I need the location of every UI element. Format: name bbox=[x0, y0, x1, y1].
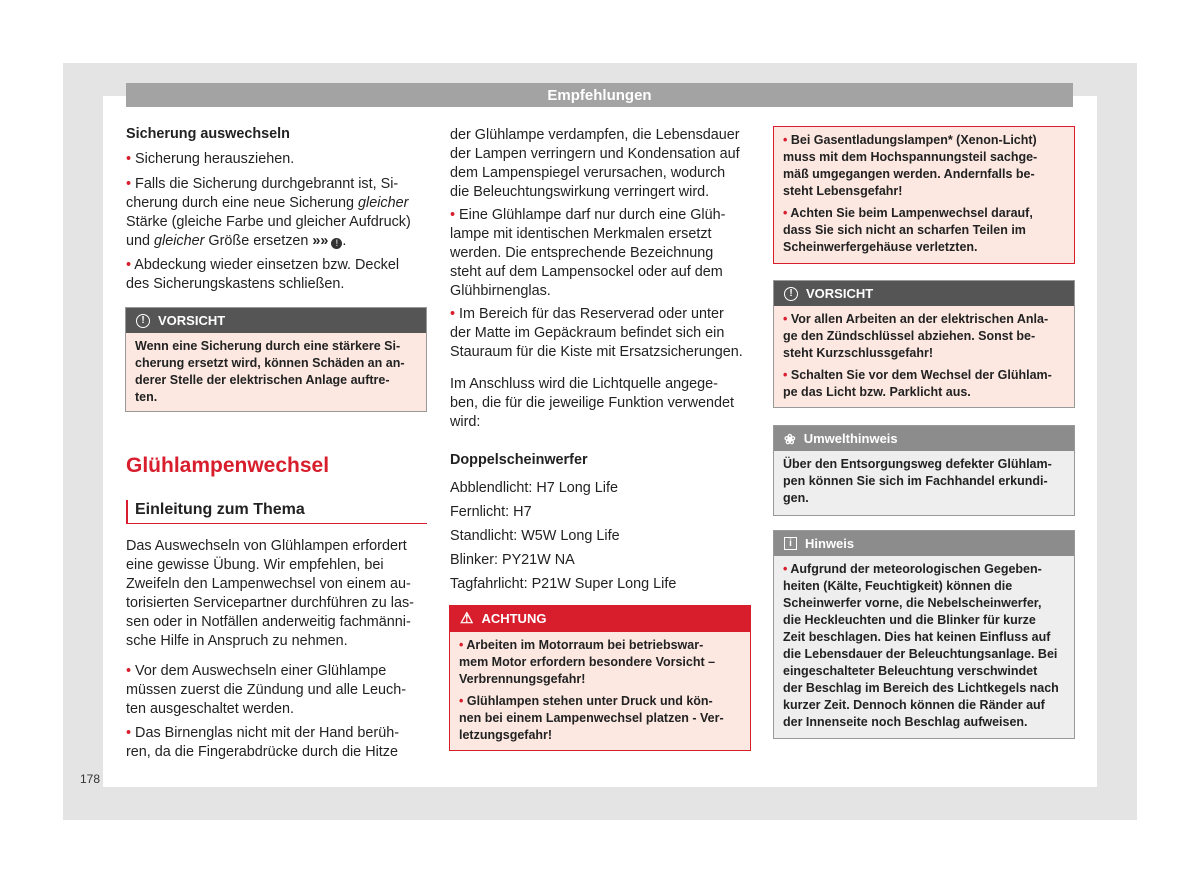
lamp-list bbox=[450, 476, 676, 596]
paragraph: der Glühlampe verdampfen, die Lebensdauer der Lampen verringern und Kondensation auf dem Lampenspiegel verursachen, wodurch die Beleuchtungswirkung verringert wird. bbox=[450, 127, 740, 200]
info-icon: i bbox=[784, 537, 797, 550]
warning-item: Glühlampen stehen unter Druck und kön- nen bei einem Lampenwechsel platzen - Ver- letzungsgefahr! bbox=[459, 694, 724, 742]
caution-title: VORSICHT bbox=[806, 285, 874, 301]
text: Größe ersetzen bbox=[204, 233, 313, 249]
text-italic: gleicher bbox=[154, 233, 205, 249]
note-box bbox=[773, 530, 1075, 739]
list-item-text: Abdeckung wieder einsetzen bzw. Deckel des Sicherungskastens schließen. bbox=[126, 257, 400, 292]
warning-box-continued bbox=[773, 126, 1075, 264]
heading-fuse: Sicherung auswechseln bbox=[126, 126, 290, 142]
lamp-item: Tagfahrlicht: P21W Super Long Life bbox=[450, 576, 677, 592]
warning-body: • Arbeiten im Motorraum bei betriebswar- mem Motor erfordern besondere Vorsicht – Verbrennungsgefahr! • Glühlampen stehen unter Druck und kön- nen bei einem Lampenwechsel platzen - Ver- letzungsgefahr! bbox=[459, 638, 724, 742]
caution-box bbox=[125, 307, 427, 412]
note-title: Hinweis bbox=[805, 535, 855, 551]
list-item: • Eine Glühlampe darf nur durch eine Glüh- lampe mit identischen Merkmalen ersetzt werden. Die entsprechende Bezeichnung steht auf dem Lampensockel oder auf dem Glühbirnenglas. bbox=[450, 207, 726, 299]
note-body: • Aufgrund der meteorologischen Gegeben- heiten (Kälte, Feuchtigkeit) können die Scheinwerfer vorne, die Nebelscheinwerfer, die Heckleuchten und die Blinker für kurze Zeit beschlagen. Dies hat keinen Einfluss auf die Lebensdauer der Beleuchtungsanlage. Bei eingeschalteter Beleuchtung verschwindet der Beschlag im Bereich des Lichtkegels nach kurzer Zeit. Dennoch können die Ränder auf der Innenseite noch Beschlag aufweisen. bbox=[783, 562, 1059, 729]
list-item: • Im Bereich für das Reserverad oder unter der Matte im Gepäckraum befindet sich ein Stauraum für die Kiste mit Ersatzsicherungen. bbox=[450, 306, 743, 360]
flower-icon: ❀ bbox=[784, 430, 796, 447]
list-item: • Vor dem Auswechseln einer Glühlampe müssen zuerst die Zündung und alle Leuch- ten ausgeschaltet werden. bbox=[126, 663, 406, 717]
section-title: Glühlampenwechsel bbox=[126, 454, 330, 477]
subsection-title: Einleitung zum Thema bbox=[135, 501, 305, 518]
caution-body: • Vor allen Arbeiten an der elektrischen Anla- ge den Zündschlüssel abziehen. Sonst be- steht Kurzschlussgefahr! • Schalten Sie vor dem Wechsel der Glühlam- pe das Licht bzw. Parklicht aus. bbox=[783, 312, 1052, 399]
caution-header bbox=[126, 308, 426, 333]
lamp-item: Fernlicht: H7 bbox=[450, 504, 532, 520]
environment-note-box bbox=[773, 425, 1075, 516]
note-text: Aufgrund der meteorologischen Gegeben- heiten (Kälte, Feuchtigkeit) können die Scheinwerfer vorne, die Nebelscheinwerfer, die Heckleuchten und die Blinker für kurze Zeit beschlagen. Dies hat keinen Einfluss auf die Lebensdauer der Beleuchtungsanlage. Bei eingeschalteter Beleuchtung verschwindet der Beschlag im Bereich des Lichtkegels nach kurzer Zeit. Dennoch können die Ränder auf der Innenseite noch Beschlag aufweisen. bbox=[783, 562, 1059, 729]
lamp-item: Abblendlicht: H7 Long Life bbox=[450, 480, 619, 496]
reference-arrows: »» bbox=[312, 233, 329, 249]
caution-item: Schalten Sie vor dem Wechsel der Glühlam- pe das Licht bzw. Parklicht aus. bbox=[783, 368, 1052, 399]
text-italic: gleicher bbox=[358, 195, 409, 211]
environment-header bbox=[774, 426, 1074, 451]
warning-header bbox=[450, 606, 750, 632]
lamp-item: Blinker: PY21W NA bbox=[450, 552, 575, 568]
environment-title: Umwelthinweis bbox=[803, 430, 898, 446]
exclamation-icon: ! bbox=[136, 314, 150, 328]
warning-item: Bei Gasentladungslampen* (Xenon-Licht) muss mit dem Hochspannungsteil sachge- mäß umgegangen werden. Andernfalls be- steht Lebensgefahr! bbox=[783, 133, 1038, 198]
caution-item: Vor allen Arbeiten an der elektrischen Anla- ge den Zündschlüssel abziehen. Sonst be- steht Kurzschlussgefahr! bbox=[783, 312, 1049, 360]
environment-text: Über den Entsorgungsweg defekter Glühlam- pen können Sie sich im Fachhandel erkundi- gen. bbox=[783, 457, 1052, 505]
caution-header bbox=[774, 281, 1074, 306]
note-header bbox=[774, 531, 1074, 556]
warning-body: • Bei Gasentladungslampen* (Xenon-Licht) muss mit dem Hochspannungsteil sachge- mäß umgegangen werden. Andernfalls be- steht Lebensgefahr! • Achten Sie beim Lampenwechsel darauf, dass Sie sich nicht an scharfen Teilen im Scheinwerfergehäuse verletzten. bbox=[783, 133, 1038, 254]
list-item-text: Das Birnenglas nicht mit der Hand berüh- ren, da die Fingerabdrücke durch die Hitze bbox=[126, 725, 400, 760]
paragraph: Im Anschluss wird die Lichtquelle angege- ben, die für die jeweilige Funktion verwendet wird: bbox=[450, 376, 734, 430]
warning-item: Achten Sie beim Lampenwechsel darauf, dass Sie sich nicht an scharfen Teilen im Scheinwerfergehäuse verletzten. bbox=[783, 206, 1033, 254]
lamp-item: Standlicht: W5W Long Life bbox=[450, 528, 620, 544]
list-item-text: Eine Glühlampe darf nur durch eine Glüh- lampe mit identischen Merkmalen ersetzt werden. Die entsprechende Bezeichnung steht auf dem Lampensockel oder auf dem Glühbirnenglas. bbox=[450, 207, 726, 299]
caution-ref-icon: ! bbox=[331, 238, 342, 249]
lamp-list-title: Doppelscheinwerfer bbox=[450, 452, 588, 468]
list-item-text: Sicherung herausziehen. bbox=[135, 151, 295, 167]
warning-triangle-icon: ⚠ bbox=[460, 610, 474, 627]
caution-text: Wenn eine Sicherung durch eine stärkere Si- cherung ersetzt wird, können Schäden an an- derer Stelle der elektrischen Anlage auftre- ten. bbox=[135, 339, 405, 404]
exclamation-icon: ! bbox=[784, 287, 798, 301]
warning-box bbox=[449, 605, 751, 751]
subsection-heading bbox=[126, 499, 427, 524]
list-item: • Falls die Sicherung durchgebrannt ist, Si- cherung durch eine neue Sicherung gleicher Stärke (gleiche Farbe und gleicher Aufdruck) und gleicher Größe ersetzen »» ! . bbox=[126, 176, 411, 249]
warning-item: Arbeiten im Motorraum bei betriebswar- mem Motor erfordern besondere Vorsicht – Verbrennungsgefahr! bbox=[459, 638, 716, 686]
list-item: • Sicherung herausziehen. bbox=[126, 151, 295, 167]
intro-paragraph: Das Auswechseln von Glühlampen erfordert eine gewisse Übung. Wir empfehlen, bei Zweifeln den Lampenwechsel von einem au- torisierten Servicepartner durchführen zu las- sen oder in Notfällen anderweitig fachmänni- sche Hilfe in Anspruch zu nehmen. bbox=[126, 538, 414, 649]
page-header: Empfehlungen bbox=[126, 83, 1073, 107]
text: Falls die Sicherung durchgebrannt ist, Si- cherung durch eine neue Sicherung bbox=[126, 176, 399, 211]
list-item: • Abdeckung wieder einsetzen bzw. Deckel des Sicherungskastens schließen. bbox=[126, 257, 400, 292]
list-item-text: Im Bereich für das Reserverad oder unter der Matte im Gepäckraum befindet sich ein Stauraum für die Kiste mit Ersatzsicherungen. bbox=[450, 306, 743, 360]
caution-title: VORSICHT bbox=[158, 312, 226, 328]
list-item-text: Vor dem Auswechseln einer Glühlampe müssen zuerst die Zündung und alle Leuch- ten ausgeschaltet werden. bbox=[126, 663, 406, 717]
list-item: • Das Birnenglas nicht mit der Hand berüh- ren, da die Fingerabdrücke durch die Hitze bbox=[126, 725, 400, 760]
warning-title: ACHTUNG bbox=[481, 611, 547, 626]
page-number: 178 bbox=[80, 772, 101, 786]
text: Stärke (gleiche Farbe und gleicher Aufdruck) und bbox=[126, 214, 411, 249]
caution-box bbox=[773, 280, 1075, 408]
